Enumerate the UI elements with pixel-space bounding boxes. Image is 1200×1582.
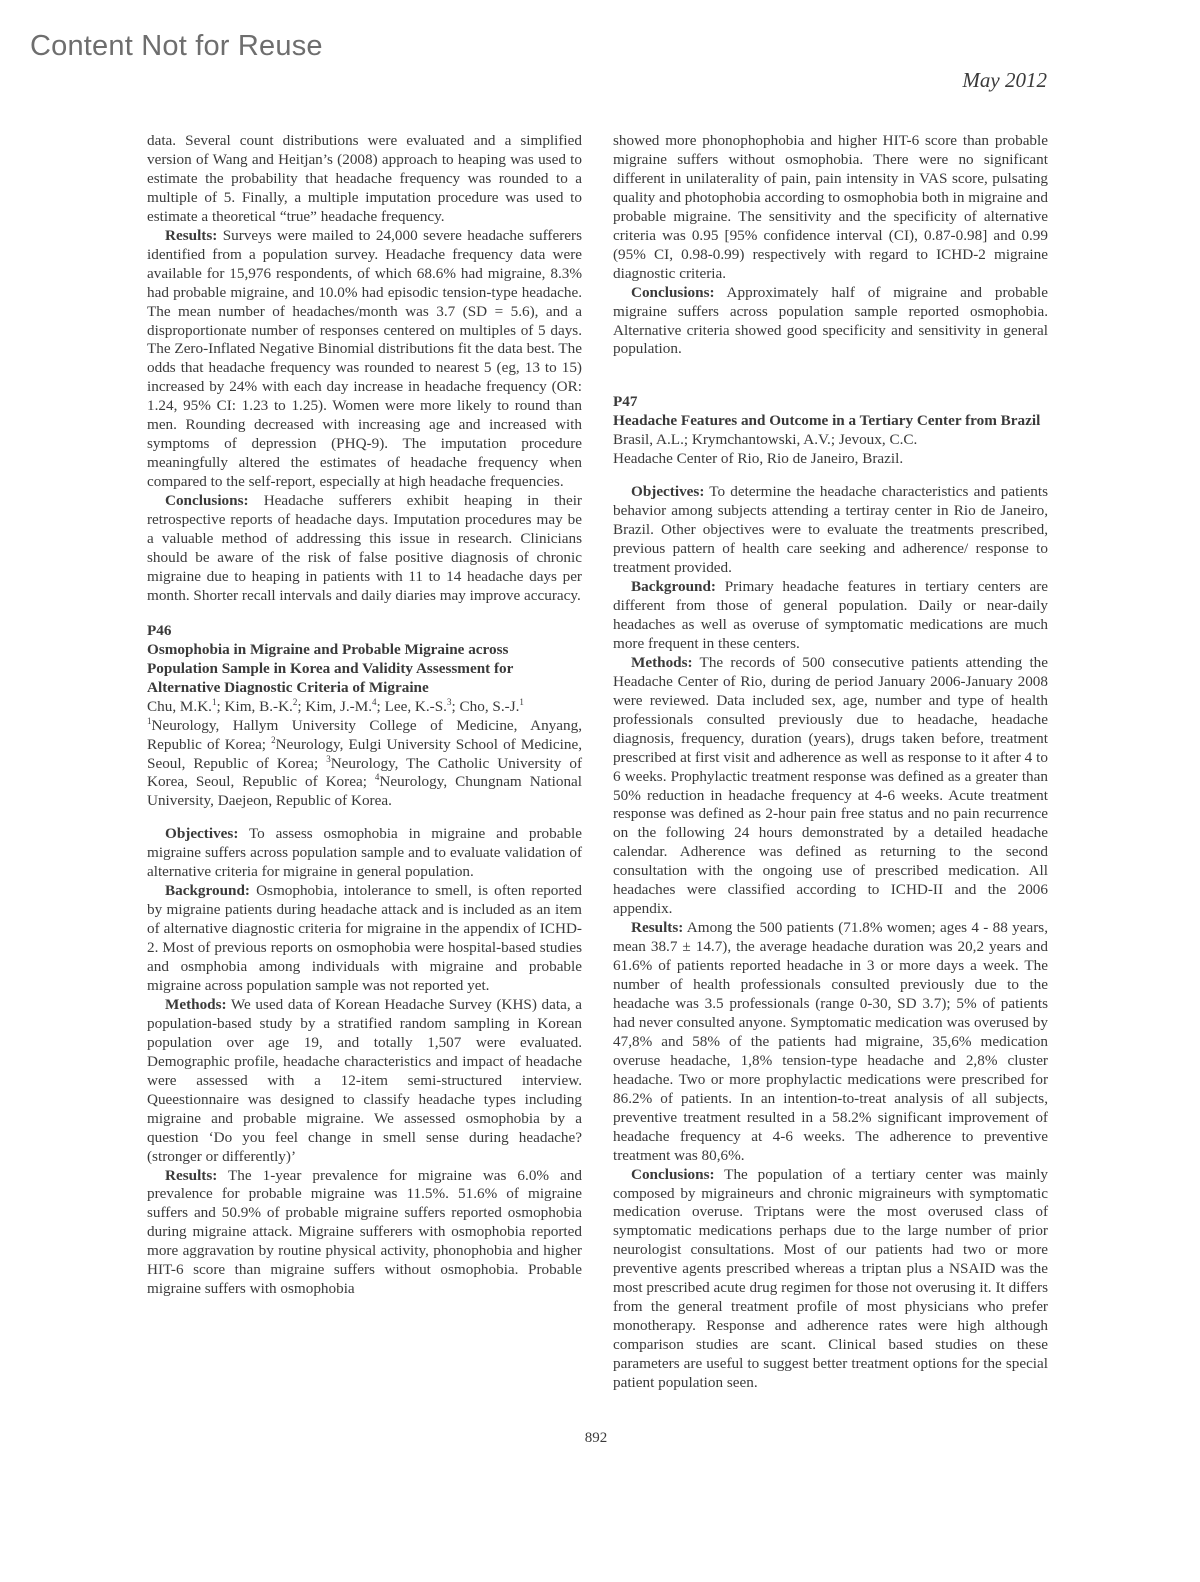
abstract-title-p47: Headache Features and Outcome in a Tertiary Center from Brazil bbox=[613, 412, 1041, 430]
affiliation: Neurology, The Catholic University of Korea, Seoul, Republic of Korea; bbox=[147, 754, 582, 791]
abstract-title-p46: Osmophobia in Migraine and Probable Migraine across Population Sample in Korea and Validity Assessment for Alternative Diagnostic Criteria of Migraine bbox=[147, 640, 514, 696]
results-text: Surveys were mailed to 24,000 severe headache sufferers identified from a population survey. Headache frequency data were available for 15,976 respondents, of which 68.6% had migraine, 8.3% had probable migraine, and 10.0% had episodic tension-type headache. The mean number of headaches/month was 3.7 (SD = 5.6), and a disproportionate number of responses centered on multiples of 5 days. The Zero-Inflated Negative Binomial distributions fit the data best. The odds that headache frequency was rounded to nearest 5 (eg, 13 to 15) increased by 24% with each day increase in headache frequency (OR: 1.24, 95% CI: 1.23 to 1.25). Women were more likely to round than men. Rounding decreased with increasing age and increased with symptoms of depression (PHQ-9). The imputation procedure meaningfully altered the estimates of headache frequency when compared to the self-report, especially at high headache frequencies. bbox=[147, 226, 582, 491]
results-p46 bbox=[147, 1167, 582, 1300]
results-paragraph bbox=[147, 227, 582, 492]
right-column bbox=[613, 132, 1048, 1393]
results-text: Among the 500 patients (71.8% women; ages 4 - 88 years, mean 38.7 ± 14.7), the average headache duration was 20,2 years and 61.6% of patients reported headache in 3 or more days a week. The number of health professionals consulted previously due to the headache was 3.5 professionals (range 0-30, SD 3.7); 5% of patients had never consulted anyone. Symptomatic medication was overused by 47,8% and 58% of the patients had migraine, 35,6% medication overuse headache, 1,8% tension-type headache and 2,8% cluster headache. Two or more prophylactic medications were prescribed for 86.2% of patients. In an intention-to-treat analysis of all subjects, preventive treatment resulted in a 58.2% significant improvement of headache frequency at 4-6 weeks. The adherence to preventive treatment was 80,6%. bbox=[613, 919, 1048, 1164]
affiliation: Neurology, Chungnam National University, Daejeon, Republic of Korea. bbox=[147, 773, 582, 810]
conclusions-label: Conclusions: bbox=[631, 283, 715, 301]
author-sup: 3 bbox=[446, 696, 452, 707]
results-p47 bbox=[613, 919, 1048, 1165]
intro-paragraph: data. Several count distributions were evaluated and a simplified version of Wang and Heitjan’s (2008) approach to heaping was used to estimate the probability that headache frequency was rounded to a multiple of 5. Finally, a multiple imputation procedure was used to estimate a theoretical “true” headache frequency. bbox=[147, 132, 582, 225]
affiliation-p47: Headache Center of Rio, Rio de Janeiro, Brazil. bbox=[613, 450, 904, 468]
results-label: Results: bbox=[165, 1166, 218, 1184]
affiliations-p46 bbox=[147, 717, 582, 812]
affil-sup: 2 bbox=[271, 734, 276, 745]
page-number: 892 bbox=[584, 1430, 608, 1446]
left-column bbox=[147, 132, 582, 1299]
methods-label: Methods: bbox=[165, 995, 227, 1013]
methods-text: The records of 500 consecutive patients attending the Headache Center of Rio, during de period January 2006-January 2008 were reviewed. Data included sex, age, number and type of health professionals consulted previously due to headache, headache diagnosis, frequency, duration (years), drugs taken before, treatment prescribed at first visit and adherence as well as response to it after 4 to 6 weeks. Prophylactic treatment response was defined as a greater than 50% reduction in headache frequency at 4-6 weeks. Acute treatment response was defined as 2-hour pain free status and no pain recurrence on the following 24 hours demonstrated by a detailed headache calendar. Adherence was defined as returning to the second consultation with the ongoing use of prescribed medication. All headaches were classified according to ICHD-II and the 2006 appendix. bbox=[613, 653, 1048, 918]
affiliation: Neurology, Eulgi University School of Medicine, Seoul, Republic of Korea; bbox=[147, 735, 582, 772]
affiliation: Neurology, Hallym University College of Medicine, Anyang, Republic of Korea; bbox=[147, 716, 582, 753]
conclusions-text: The population of a tertiary center was mainly composed by migraineurs and chronic migraineurs with symptomatic medication overuse. Triptans were the most overused class of symptomatic medications perhaps due to the large number of prior neurologist consultations. Most of our patients had two or more preventive agents prescribed whereas a triptan plus a NSAID was the most prescribed acute drug regimen for those not overusing it. It differs from the general treatment profile of most physicians who prefer monotherapy. Response and adherence rates were high although comparison studies are scant. Clinical based studies on these parameters are useful to suggest better treatment options for the special patient population seen. bbox=[613, 1165, 1048, 1392]
authors-p46 bbox=[147, 698, 582, 717]
background-p46 bbox=[147, 882, 582, 996]
p46-conclusions-paragraph bbox=[613, 284, 1048, 360]
conclusions-label: Conclusions: bbox=[165, 492, 249, 510]
author: ; Cho, S.-J. bbox=[451, 697, 520, 715]
watermark: Content Not for Reuse bbox=[30, 30, 323, 62]
p46-continued-paragraph: showed more phonophophobia and higher HIT-6 score than probable migraine suffers without osmophobia. There were no significant different in unilaterality of pain, pain intensity in VAS score, pulsating quality and photophobia according to osmophobia both in migraine and probable migraine. The sensitivity and the specificity of alternative criteria was 0.95 [95% confidence interval (CI), 0.87-0.98] and 0.99 (95% CI, 0.98-0.99) respectively with regard to ICHD-2 migraine diagnostic criteria. bbox=[613, 132, 1048, 282]
author-sup: 4 bbox=[372, 696, 377, 707]
author: ; Kim, J.-M. bbox=[297, 697, 373, 715]
issue-date: May 2012 bbox=[962, 68, 1047, 92]
author: ; Lee, K.-S. bbox=[376, 697, 447, 715]
methods-label: Methods: bbox=[631, 653, 693, 671]
results-text: The 1-year prevalence for migraine was 6.0% and prevalence for probable migraine was 11.5%. 51.6% of migraine suffers and 50.9% of probable migraine suffers reported osmophobia during migraine attack. Migraine sufferers with osmophobia reported more aggravation by routine physical activity, phonophobia and higher HIT-6 score than migraine suffers without osmophobia. Probable migraine suffers with osmophobia bbox=[147, 1166, 582, 1298]
authors-p47: Brasil, A.L.; Krymchantowski, A.V.; Jevoux, C.C. bbox=[613, 431, 918, 449]
affil-sup: 4 bbox=[374, 772, 380, 783]
conclusions-text: Headache sufferers exhibit heaping in their retrospective reports of headache days. Imputation procedures may be a valuable method of addressing this issue in research. Clinicians should be aware of the risk of false positive diagnosis of chronic migraine due to heaping in patients with 11 to 14 headache days per month. Shorter recall intervals and daily diaries may improve accuracy. bbox=[147, 492, 582, 604]
author-sup: 1 bbox=[211, 696, 217, 707]
objectives-p47 bbox=[613, 483, 1048, 578]
background-label: Background: bbox=[165, 882, 250, 900]
affil-sup: 3 bbox=[326, 753, 331, 764]
objectives-p46 bbox=[147, 825, 582, 882]
conclusions-paragraph bbox=[147, 492, 582, 606]
conclusions-p47 bbox=[613, 1166, 1048, 1393]
objectives-label: Objectives: bbox=[631, 483, 705, 501]
abstract-id-p46: P46 bbox=[147, 621, 172, 639]
objectives-text: To determine the headache characteristics and patients behavior among subjects attending a tertiray center in Rio de Janeiro, Brazil. Other objectives were to evaluate the treatments prescribed, previous pattern of health care seeking and adherence/ response to treatment provided. bbox=[613, 483, 1048, 577]
author-sup: 2 bbox=[292, 696, 298, 707]
methods-p46 bbox=[147, 996, 582, 1167]
methods-text: We used data of Korean Headache Survey (KHS) data, a population-based study by a stratified random sampling in Korean population over age 19, and totally 1,507 were evaluated. Demographic profile, headache characteristics and impact of headache were assessed with a 12-item semi-structured interview. Queestionnaire was designed to classify headache types including migraine and probable migraine. We assessed osmophobia by a question ‘Do you feel change in smell sense during headache? (stronger or differently)’ bbox=[147, 995, 582, 1165]
conclusions-text: Approximately half of migraine and probable migraine suffers across population sample reported osmophobia. Alternative criteria showed good specificity and sensitivity in general population. bbox=[613, 283, 1048, 358]
objectives-label: Objectives: bbox=[165, 825, 239, 843]
author: Chu, M.K. bbox=[147, 697, 212, 715]
background-p47 bbox=[613, 578, 1048, 654]
results-label: Results: bbox=[165, 226, 218, 244]
background-label: Background: bbox=[631, 578, 716, 596]
affil-sup: 1 bbox=[147, 715, 152, 726]
abstract-id-p47: P47 bbox=[613, 393, 638, 411]
background-text: Osmophobia, intolerance to smell, is often reported by migraine patients during headache attack and is included as an item of alternative diagnostic criteria for migraine in the appendix of ICHD-2. Most of previous reports on osmophobia were hospital-based studies and osmphobia among individuals with migraine and probable migraine across population sample was not reported yet. bbox=[147, 882, 582, 994]
results-label: Results: bbox=[631, 919, 684, 937]
objectives-text: To assess osmophobia in migraine and probable migraine suffers across population sample and to evaluate validation of alternative criteria for migraine in general population. bbox=[147, 825, 582, 881]
author-sup: 1 bbox=[519, 696, 524, 707]
author: ; Kim, B.-K. bbox=[216, 697, 293, 715]
methods-p47 bbox=[613, 654, 1048, 919]
background-text: Primary headache features in tertiary centers are different from those of general population. Daily or near-daily headaches as well as overuse of symptomatic medications are much more frequent in these centers. bbox=[613, 578, 1048, 652]
conclusions-label: Conclusions: bbox=[631, 1165, 715, 1183]
